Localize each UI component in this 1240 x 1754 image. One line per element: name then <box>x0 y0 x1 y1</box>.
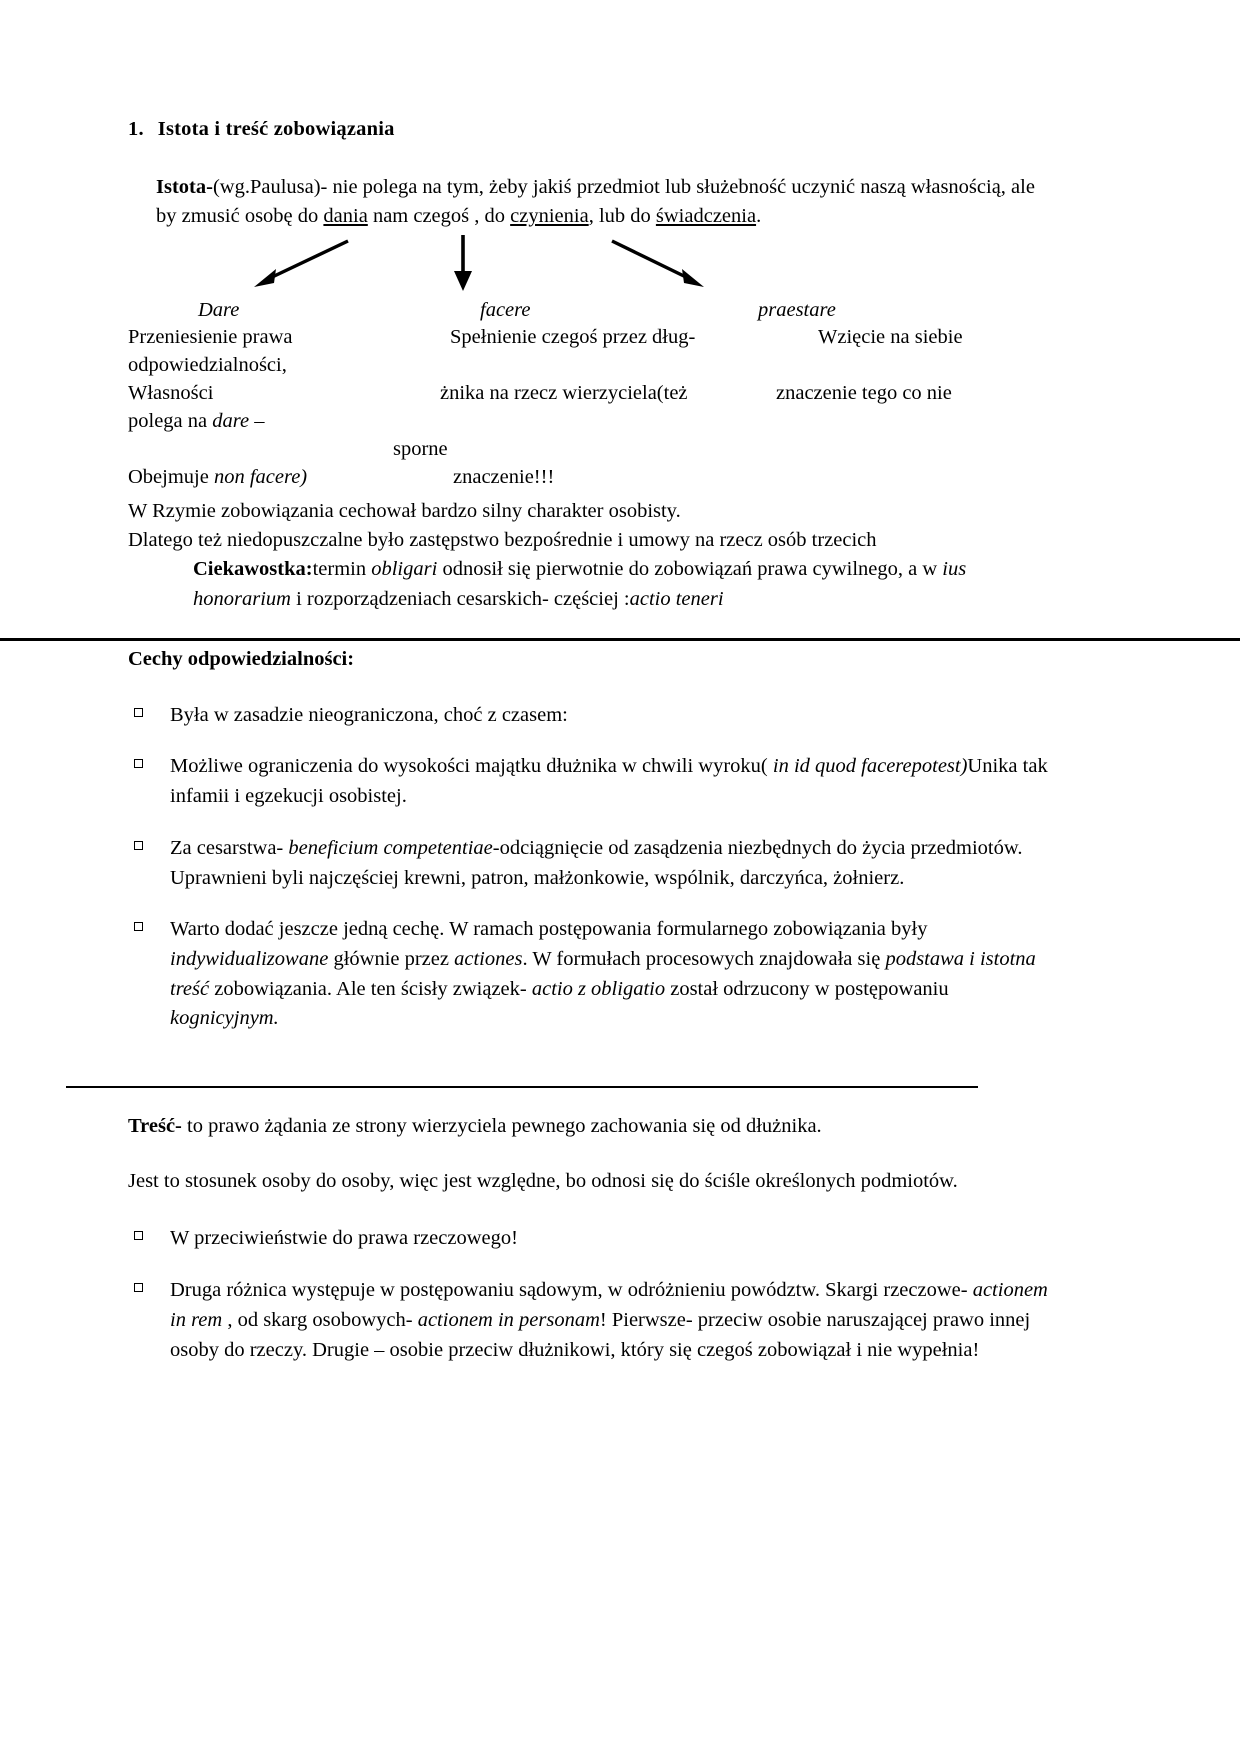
column-header-dare: Dare <box>198 299 240 322</box>
underlined-czynienia: czynienia <box>510 205 589 228</box>
square-bullet-icon <box>134 759 143 768</box>
list-item-text-a: Możliwe ograniczenia do wysokości majątku dłużnika w chwili wyroku( <box>170 755 773 778</box>
divider-thick-wrap <box>128 614 1058 648</box>
col1-line-2: odpowiedzialności, <box>128 354 287 377</box>
square-bullet-icon <box>134 1283 143 1292</box>
arrow-group <box>128 235 1058 295</box>
divider-thin <box>66 1086 978 1088</box>
column-header-facere: facere <box>480 299 531 322</box>
divider-thick <box>0 638 1240 641</box>
square-bullet-icon <box>134 1231 143 1240</box>
divider-thin-wrap <box>128 1056 1058 1112</box>
list-item-italic-2: potest) <box>911 755 968 778</box>
list-item-text-b: , od skarg osobowych- <box>222 1308 418 1331</box>
list-item-italic-3: podstawa i istotna treść <box>170 947 1036 1000</box>
col3-line-2: znaczenie tego co nie <box>776 382 952 405</box>
list-item-text: W przeciwieństwie do prawa rzeczowego! <box>170 1227 518 1250</box>
tresc-body-paragraph: Jest to stosunek osoby do osoby, więc jest względne, bo odnosi się do ściśle określonych podmiotów. <box>128 1170 958 1193</box>
ciekawostka-b: odnosił się pierwotnie do zobowiązań prawa cywilnego, <box>437 558 903 581</box>
features-heading: Cechy odpowiedzialności: <box>128 647 355 670</box>
ciekawostka-line2-a: a w <box>908 558 943 581</box>
ciekawostka-obligari: obligari <box>371 558 438 581</box>
col1-line-4-italic: dare – <box>212 410 265 433</box>
list-item-text-c: Unika tak infamii i egzekucji osobistej. <box>170 755 1048 808</box>
square-bullet-icon <box>134 708 143 717</box>
list-item-text-b: głównie przez <box>328 947 455 970</box>
intro-line2-c: , lub do <box>588 205 656 228</box>
arrow-down-left-icon <box>246 237 356 293</box>
column-header-praestare: praestare <box>758 299 836 322</box>
list-item-text-e: został odrzucony w postępowaniu <box>665 977 949 1000</box>
col2-line-4: znaczenie!!! <box>453 466 555 489</box>
col1-line-5-text: Obejmuje <box>128 466 214 489</box>
list-item-text-c: ! Pierwsze- przeciw osobie naruszającej prawo innej osoby do rzeczy. Drugie – osobie przeciw dłużnikowi, który się czegoś zobowiązał i nie wypełnia! <box>170 1308 1031 1361</box>
list-item-text-c: . W formułach procesowych znajdowała się <box>522 947 886 970</box>
intro-line2-d: . <box>756 205 762 228</box>
list-item-italic-2: actionem in personam <box>417 1308 600 1331</box>
tresc-lead: Treść- <box>128 1115 182 1138</box>
ciekawostka-actio-teneri: actio teneri <box>629 587 724 610</box>
list-item <box>128 701 1058 731</box>
intro-lead: Istota- <box>156 176 213 198</box>
section-heading <box>128 118 1058 141</box>
col1-line-1: Przeniesienie prawa <box>128 326 293 349</box>
list-item-italic-1: actionem in rem <box>170 1279 1048 1331</box>
intro-line2-a: własnością, ale by zmusić osobę do <box>156 176 1035 228</box>
ciekawostka-line2-b: i rozporządzeniach cesarskich- częściej : <box>290 587 630 610</box>
tresc-list <box>128 1224 1058 1365</box>
list-item-text-a: Za cesarstwa- <box>170 836 289 859</box>
ciekawostka-paragraph <box>193 555 1053 613</box>
list-item-italic-4: actio z obligatio <box>531 977 666 1000</box>
col3-line-1: Wzięcie na siebie <box>818 326 963 349</box>
list-item-italic-1: indywidualizowane <box>170 947 329 970</box>
tresc-paragraph <box>128 1112 1058 1141</box>
body-paragraph-2: Dlatego też niedopuszczalne było zastępstwo bezpośrednie i umowy na rzecz osób trzecich <box>128 529 877 552</box>
col1-line-5 <box>128 464 307 491</box>
ciekawostka-a: termin <box>312 558 372 581</box>
underlined-dania: dania <box>323 205 368 228</box>
square-bullet-icon <box>134 841 143 850</box>
section-number: 1. <box>128 118 144 140</box>
section-title: Istota i treść zobowiązania <box>157 118 395 140</box>
body-paragraph-1: W Rzymie zobowiązania cechował bardzo silny charakter osobisty. <box>128 500 681 523</box>
three-column-block <box>128 297 1058 497</box>
tresc-lead-rest: to prawo żądania ze strony wierzyciela pewnego zachowania się od dłużnika. <box>181 1115 822 1138</box>
intro-paragraph <box>156 173 1044 231</box>
underlined-swiadczenia: świadczenia <box>655 205 757 228</box>
ciekawostka-ius-honorarium: ius honorarium <box>193 558 967 610</box>
ciekawostka-label: Ciekawostka: <box>193 558 313 581</box>
arrow-down-icon <box>448 235 478 293</box>
features-list <box>128 701 1058 1034</box>
col1-line-5-italic: non facere) <box>213 466 308 489</box>
list-item-text-a: Warto dodać jeszcze jedną cechę. W ramach postępowania formularnego zobowiązania były <box>170 918 928 941</box>
list-item-italic-1: beneficium competentiae <box>288 836 493 859</box>
list-item <box>128 834 1058 893</box>
list-item <box>128 752 1058 811</box>
arrow-down-right-icon <box>606 237 716 293</box>
col2-line-3: sporne <box>393 438 448 461</box>
square-bullet-icon <box>134 922 143 931</box>
list-item-text: Była w zasadzie nieograniczona, choć z czasem: <box>170 703 568 726</box>
list-item-italic-5: kognicyjnym. <box>170 1007 279 1030</box>
intro-line2-b: nam czegoś , do <box>367 205 511 228</box>
col1-line-4-text: polega na <box>128 410 213 433</box>
col2-line-2: żnika na rzecz wierzyciela(też <box>440 382 688 405</box>
list-item-text-d: zobowiązania. Ale ten ścisły związek- <box>209 977 532 1000</box>
col1-line-4 <box>128 408 264 435</box>
list-item-text-b: -odciągnięcie od zasądzenia niezbędnych do życia przedmiotów. Uprawnieni byli najczęściej krewni, patron, małżonkowie, wspólnik, darczyńca, żołnierz. <box>170 836 1023 889</box>
intro-line1: (wg.Paulusa)- nie polega na tym, żeby jakiś przedmiot lub służebność uczynić naszą <box>212 176 906 198</box>
list-item <box>128 1276 1058 1365</box>
list-item <box>128 915 1058 1034</box>
document-content <box>128 118 1058 1387</box>
list-item-italic-1: in id quod facere <box>772 755 912 778</box>
list-item <box>128 1224 1058 1254</box>
col1-line-3: Własności <box>128 382 214 405</box>
col2-line-1: Spełnienie czegoś przez dług- <box>450 326 696 349</box>
list-item-text-a: Druga różnica występuje w postępowaniu sądowym, w odróżnieniu powództw. Skargi rzeczowe- <box>170 1279 973 1302</box>
list-item-italic-2: actiones <box>454 947 523 970</box>
